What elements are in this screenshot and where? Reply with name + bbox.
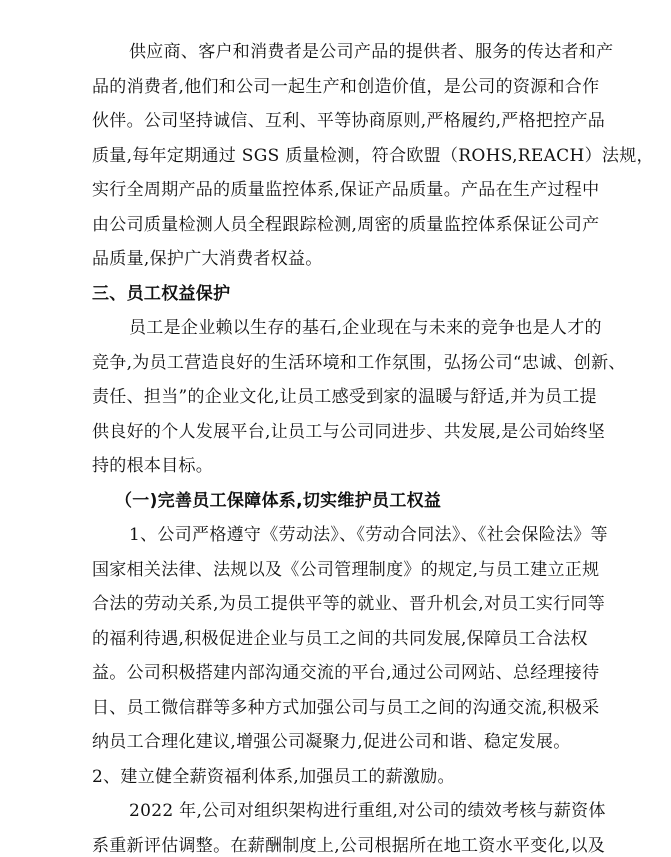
subsection-heading: （一)完善员工保障体系,切实维护员工权益 <box>115 491 442 511</box>
paragraph-line: 责任、担当”的企业文化,让员工感受到家的温暖与舒适,并为员工提 <box>92 387 597 407</box>
paragraph-line: 合法的劳动关系,为员工提供平等的就业、晋升机会,对员工实行同等 <box>92 594 606 614</box>
paragraph-line: 的福利待遇,积极促进企业与员工之间的共同发展,保障员工合法权 <box>92 629 588 649</box>
paragraph-line: 2022 年,公司对组织架构进行重组,对公司的绩效考核与薪资体 <box>129 801 606 821</box>
paragraph-line: 持的根本目标。 <box>92 456 214 476</box>
section-heading: 三、员工权益保护 <box>92 284 231 304</box>
paragraph-line: 供良好的个人发展平台,让员工与公司同进步、共发展,是公司始终坚 <box>92 422 606 442</box>
paragraph-line: 日、员工微信群等多种方式加强公司与员工之间的沟通交流,积极采 <box>92 698 600 718</box>
paragraph-line: 2、建立健全薪资福利体系,加强员工的薪激励。 <box>92 767 455 787</box>
paragraph-line: 1、公司严格遵守《劳动法》、《劳动合同法》、《社会保险法》等 <box>129 525 608 545</box>
paragraph-line: 系重新评估调整。在薪酬制度上,公司根据所在地工资水平变化,以及 <box>92 836 606 856</box>
paragraph-line: 由公司质量检测人员全程跟踪检测,周密的质量监控体系保证公司产 <box>92 215 600 235</box>
paragraph-line: 品的消费者,他们和公司一起生产和创造价值，是公司的资源和合作 <box>92 77 600 97</box>
paragraph-line: 品质量,保护广大消费者权益。 <box>92 249 323 269</box>
paragraph-line: 益。公司积极搭建内部沟通交流的平台,通过公司网站、总经理接待 <box>92 663 600 683</box>
paragraph-line: 伙伴。公司坚持诚信、互利、平等协商原则,严格履约,严格把控产品 <box>92 111 606 131</box>
paragraph-line: 质量,每年定期通过 SGS 质量检测，符合欧盟（ROHS,REACH）法规， <box>92 146 654 166</box>
paragraph-line: 员工是企业赖以生存的基石,企业现在与未来的竞争也是人才的 <box>129 318 602 338</box>
paragraph-line: 国家相关法律、法规以及《公司管理制度》的规定,与员工建立正规 <box>92 560 600 580</box>
paragraph-line: 纳员工合理化建议,增强公司凝聚力,促进公司和谐、稳定发展。 <box>92 732 571 752</box>
paragraph-line: 供应商、客户和消费者是公司产品的提供者、服务的传达者和产 <box>129 42 614 62</box>
paragraph-line: 竞争,为员工营造良好的生活环境和工作氛围，弘扬公司“忠诚、创新、 <box>92 353 626 373</box>
paragraph-line: 实行全周期产品的质量监控体系,保证产品质量。产品在生产过程中 <box>92 180 600 200</box>
